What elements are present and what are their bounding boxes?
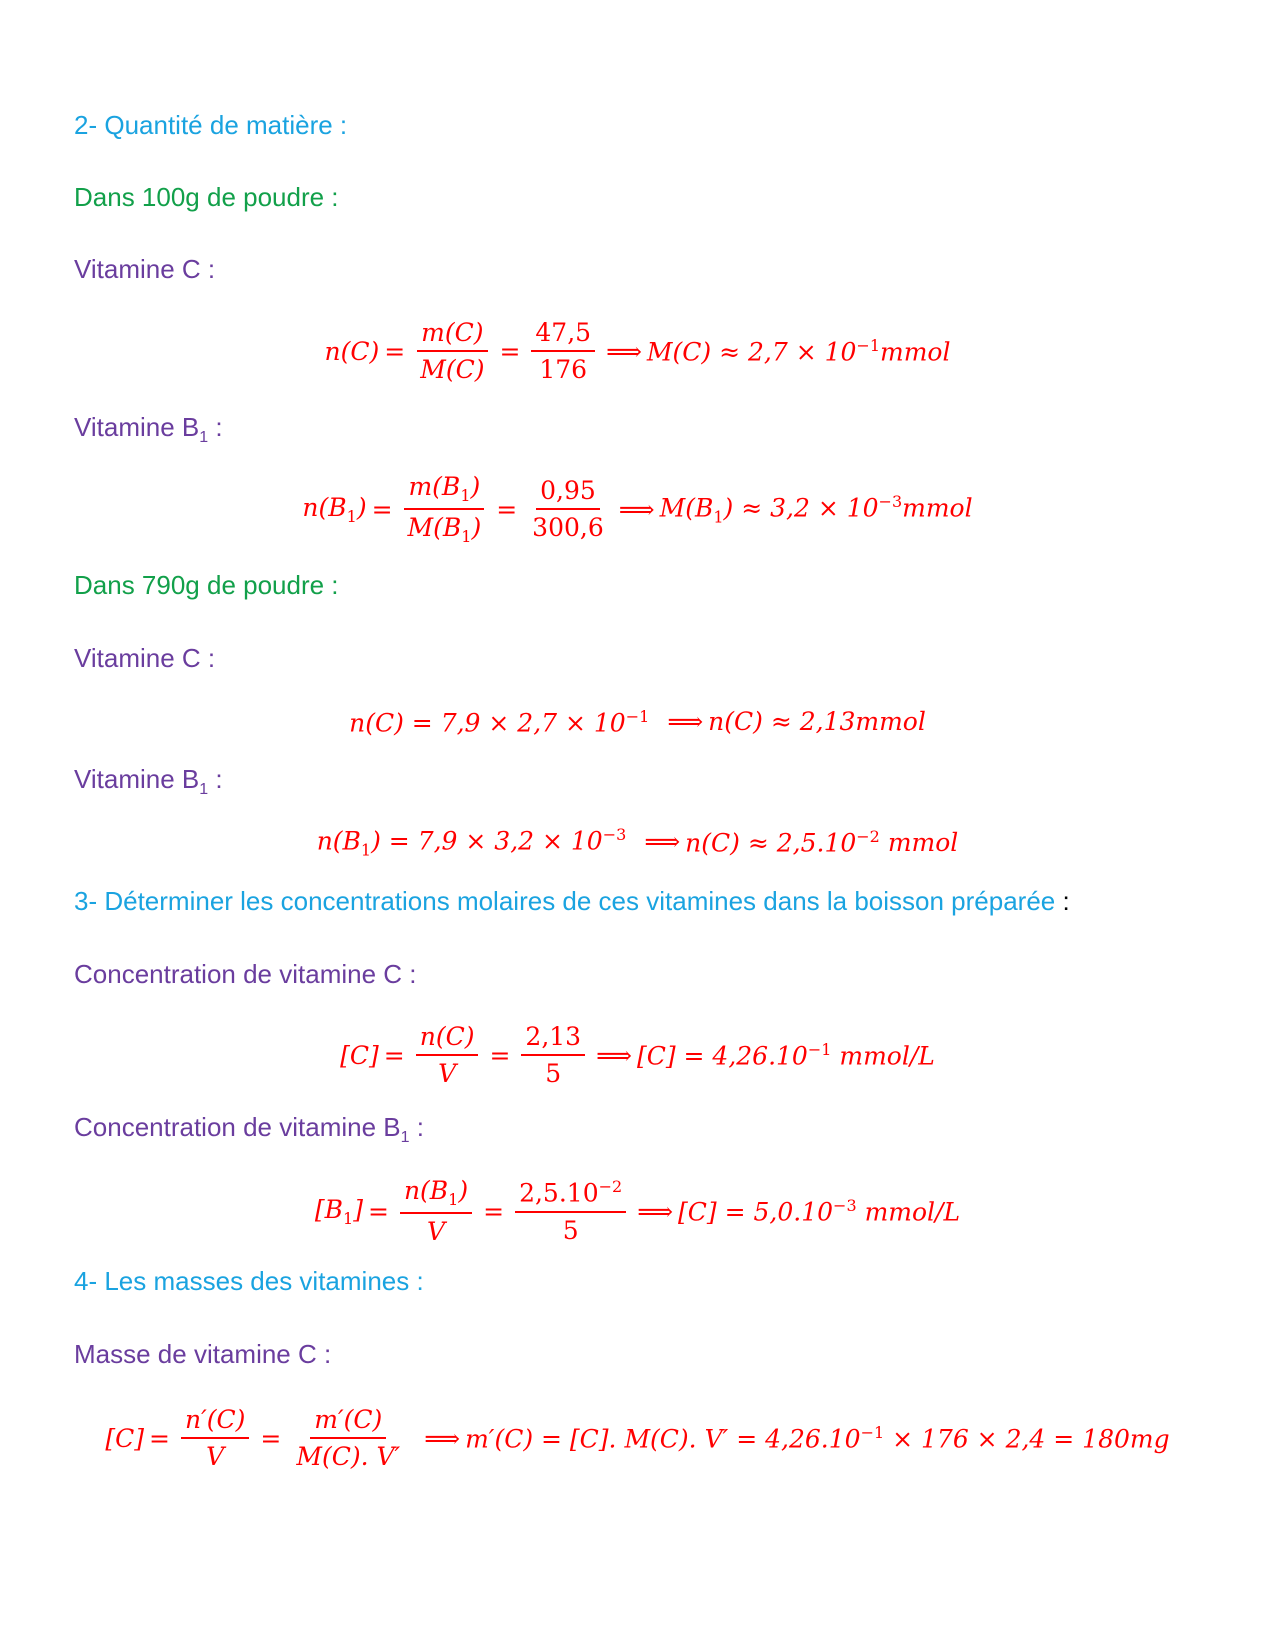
implies-symbol: ⟹: [637, 1196, 674, 1226]
eq-sign: =: [149, 1423, 170, 1453]
label-vitamin-c-2: Vitamine C :: [74, 643, 216, 673]
eq5-lhs: [C]: [340, 1040, 379, 1070]
equation-n-c: [0, 316, 1275, 386]
eq-sign: =: [260, 1423, 282, 1453]
eq-sign: =: [371, 494, 393, 524]
eq5-frac2: $\frac{2,13}{5}$: [521, 1022, 585, 1088]
equation-n-c-790: [0, 700, 1275, 744]
implies-symbol: ⟹: [606, 336, 642, 366]
eq1-rhs: $M(C) \approx 2,7 \times 10^{-1}mmol$: [646, 335, 951, 367]
eq6-lhs: $[B_1]$: [314, 1194, 363, 1228]
eq6-rhs: $[C] = 5,0.10^{-3}$ mmol/L: [678, 1195, 961, 1227]
eq1-lhs: n(C): [324, 336, 380, 366]
section-2-title: 2- Quantité de matière :: [74, 110, 348, 140]
equation-n-b1: [0, 474, 1275, 544]
equation-n-b1-790: [0, 820, 1275, 864]
eq-sign: =: [367, 1196, 389, 1226]
label-concentration-b1: Concentration de vitamine $B_1$ :: [74, 1112, 424, 1147]
eq1-frac1: $\frac{m(C)}{M(C)}$: [416, 318, 488, 384]
subheading-100g: Dans 100g de poudre :: [74, 182, 339, 212]
eq5-rhs: $[C] = 4,26.10^{-1}$ mmol/L: [636, 1039, 935, 1071]
equation-conc-b1: [0, 1176, 1275, 1246]
section-4-title: 4- Les masses des vitamines :: [74, 1266, 424, 1296]
label-concentration-c: Concentration de vitamine C :: [74, 959, 417, 989]
label-vitamin-b1: Vitamine $B_1$ :: [74, 412, 223, 447]
eq1-frac2: $\frac{47,5}{176}$: [531, 318, 595, 384]
eq2-frac1: $\frac{m(B_1)}{M(B_1)}$: [404, 472, 486, 546]
implies-symbol: ⟹: [618, 494, 655, 524]
eq6-frac1: $\frac{n(B_1)}{V}$: [400, 1176, 472, 1246]
subheading-790g: Dans 790g de poudre :: [74, 570, 339, 600]
implies-symbol: ⟹: [667, 707, 704, 737]
eq7-rhs: m′(C) = [C]. M(C). $V' = 4,26.10^{-1} \times 176 \times 2,4 = 180mg$: [465, 1422, 1170, 1454]
eq3-text: $n(C) = 7,9 \times 2,7 \times 10^{-1}$: [349, 706, 650, 738]
eq7-frac2: $\frac{m'(C)}{M(C). V'}$: [296, 1405, 401, 1471]
label-mass-c: Masse de vitamine C :: [74, 1339, 332, 1369]
eq7-frac1: $\frac{n'(C)}{V}$: [181, 1405, 249, 1471]
eq3-rhs: n(C) ≈ 2,13mmol: [708, 707, 926, 737]
eq7-lhs: [C]: [105, 1423, 145, 1453]
eq2-rhs: $M(B_1) \approx 3,2$ × $10^{-3}mmol$: [659, 491, 973, 527]
eq4-rhs: $n(C) \approx 2,5.10^{-2}$ mmol: [685, 826, 959, 858]
eq5-frac1: $\frac{n(C)}{V}$: [416, 1022, 479, 1088]
eq-sign: =: [499, 336, 521, 366]
eq-sign: =: [383, 1040, 405, 1070]
label-vitamin-b1-2: Vitamine $B_1$ :: [74, 764, 223, 799]
eq-sign: =: [489, 1040, 511, 1070]
implies-symbol: ⟹: [424, 1423, 461, 1453]
eq-sign: =: [384, 336, 406, 366]
eq-sign: =: [483, 1196, 505, 1226]
label-vitamin-c: Vitamine C :: [74, 254, 216, 284]
eq-sign: =: [496, 494, 518, 524]
eq2-frac2: $\frac{0,95}{300,6}$: [532, 476, 604, 542]
eq2-lhs: $n(B_1)$: [302, 492, 367, 526]
eq6-frac2: $\frac{2,5.10^{-2}}{5}$: [515, 1177, 626, 1244]
section-3-title: 3- Déterminer les concentrations molaires de ces vitamines dans la boisson préparée :: [74, 886, 1070, 916]
eq4-lhs: $n(B_1) = 7,9 \times 3,2 \times 10^{-3}$: [316, 824, 627, 860]
implies-symbol: ⟹: [596, 1040, 632, 1070]
equation-mass-c: [0, 1402, 1275, 1474]
equation-conc-c: [0, 1020, 1275, 1090]
implies-symbol: ⟹: [644, 827, 681, 857]
